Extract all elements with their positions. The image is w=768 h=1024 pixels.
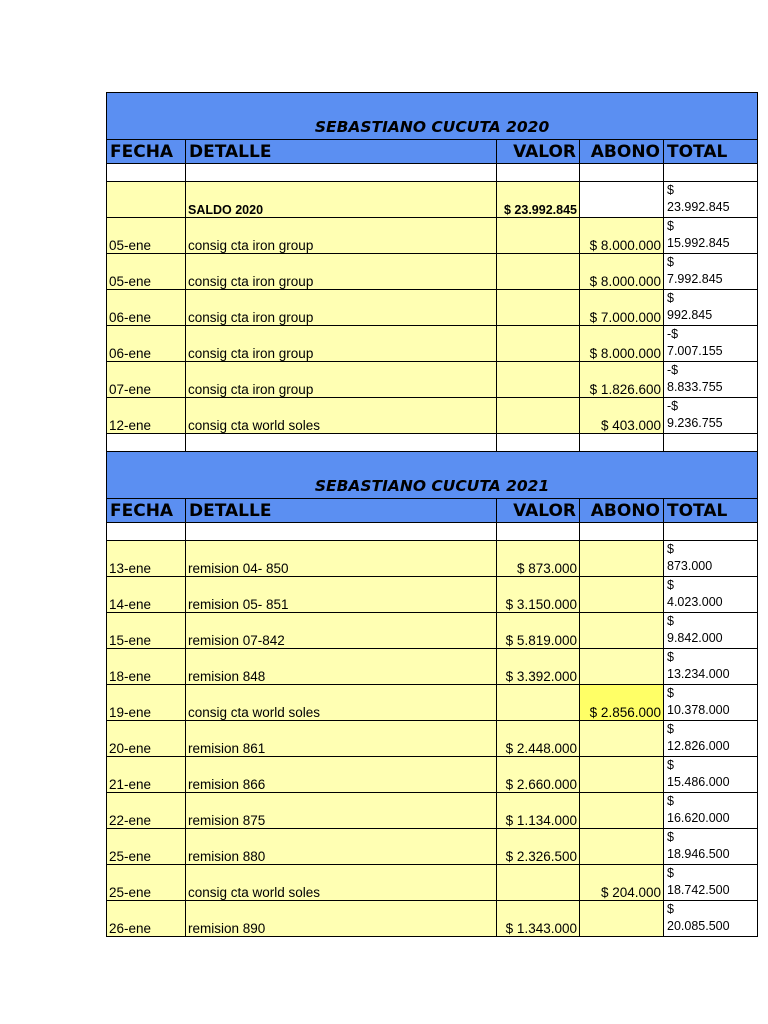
cell-detalle[interactable]: consig cta world soles bbox=[186, 685, 497, 721]
header-total[interactable]: TOTAL bbox=[664, 499, 758, 523]
empty-cell[interactable] bbox=[664, 434, 758, 452]
cell-valor[interactable] bbox=[497, 326, 580, 362]
cell-detalle[interactable]: consig cta iron group bbox=[186, 326, 497, 362]
header-detalle[interactable]: DETALLE bbox=[186, 499, 497, 523]
empty-cell[interactable] bbox=[107, 164, 186, 182]
cell-valor[interactable]: $ 23.992.845 bbox=[497, 182, 580, 218]
cell-valor[interactable] bbox=[497, 362, 580, 398]
table-row bbox=[107, 649, 758, 685]
cell-abono[interactable]: $ 8.000.000 bbox=[580, 326, 664, 362]
total-symbol: $ bbox=[667, 291, 674, 305]
total-value: 18.946.500 bbox=[667, 847, 730, 861]
total-value: 7.992.845 bbox=[667, 272, 723, 286]
total-value: 10.378.000 bbox=[667, 703, 730, 717]
cell-valor[interactable] bbox=[497, 290, 580, 326]
cell-abono-highlighted[interactable]: $ 2.856.000 bbox=[580, 685, 664, 721]
total-symbol: -$ bbox=[667, 363, 679, 377]
cell-total[interactable] bbox=[664, 577, 758, 613]
cell-valor[interactable]: $ 3.150.000 bbox=[497, 577, 580, 613]
table-row bbox=[107, 721, 758, 757]
table-row bbox=[107, 757, 758, 793]
cell-valor[interactable] bbox=[497, 254, 580, 290]
cell-abono[interactable]: $ 7.000.000 bbox=[580, 290, 664, 326]
cell-fecha[interactable] bbox=[107, 182, 186, 218]
cell-fecha[interactable]: 05-ene bbox=[107, 218, 186, 254]
total-value: 8.833.755 bbox=[667, 380, 723, 394]
cell-detalle[interactable]: remision 880 bbox=[186, 829, 497, 865]
cell-total[interactable] bbox=[664, 290, 758, 326]
cell-fecha[interactable]: 13-ene bbox=[107, 541, 186, 577]
cell-detalle[interactable]: consig cta world soles bbox=[186, 398, 497, 434]
spreadsheet bbox=[106, 92, 757, 937]
total-symbol: $ bbox=[667, 686, 674, 700]
total-symbol: $ bbox=[667, 650, 674, 664]
empty-cell[interactable] bbox=[580, 434, 664, 452]
cell-fecha[interactable]: 26-ene bbox=[107, 901, 186, 937]
empty-cell[interactable] bbox=[186, 434, 497, 452]
table-row bbox=[107, 577, 758, 613]
total-value: 18.742.500 bbox=[667, 883, 730, 897]
total-value: 15.486.000 bbox=[667, 775, 730, 789]
header-row-2021 bbox=[107, 499, 758, 523]
cell-valor[interactable] bbox=[497, 218, 580, 254]
cell-detalle[interactable]: remision 861 bbox=[186, 721, 497, 757]
cell-fecha[interactable]: 25-ene bbox=[107, 865, 186, 901]
section-title-row-2020 bbox=[107, 93, 758, 140]
cell-detalle[interactable]: remision 848 bbox=[186, 649, 497, 685]
section-title-row-2021 bbox=[107, 452, 758, 499]
empty-cell[interactable] bbox=[497, 164, 580, 182]
header-fecha[interactable]: FECHA bbox=[107, 499, 186, 523]
table-row bbox=[107, 829, 758, 865]
empty-cell[interactable] bbox=[664, 523, 758, 541]
blank-row bbox=[107, 523, 758, 541]
cell-abono[interactable] bbox=[580, 793, 664, 829]
cell-detalle[interactable]: consig cta iron group bbox=[186, 290, 497, 326]
table-row bbox=[107, 901, 758, 937]
total-symbol: $ bbox=[667, 183, 674, 197]
total-symbol: $ bbox=[667, 255, 674, 269]
empty-cell[interactable] bbox=[580, 523, 664, 541]
empty-cell[interactable] bbox=[580, 164, 664, 182]
cell-total[interactable] bbox=[664, 829, 758, 865]
total-symbol: $ bbox=[667, 578, 674, 592]
header-abono[interactable]: ABONO bbox=[580, 499, 664, 523]
cell-fecha[interactable]: 12-ene bbox=[107, 398, 186, 434]
cell-total[interactable] bbox=[664, 901, 758, 937]
cell-total[interactable] bbox=[664, 182, 758, 218]
table-row bbox=[107, 218, 758, 254]
cell-valor[interactable] bbox=[497, 865, 580, 901]
cell-detalle[interactable]: remision 05- 851 bbox=[186, 577, 497, 613]
total-value: 992.845 bbox=[667, 308, 713, 322]
cell-fecha[interactable]: 22-ene bbox=[107, 793, 186, 829]
cell-valor[interactable]: $ 2.448.000 bbox=[497, 721, 580, 757]
cell-fecha[interactable]: 06-ene bbox=[107, 326, 186, 362]
cell-detalle[interactable]: remision 890 bbox=[186, 901, 497, 937]
cell-abono[interactable]: $ 403.000 bbox=[580, 398, 664, 434]
cell-abono[interactable] bbox=[580, 541, 664, 577]
cell-detalle[interactable]: SALDO 2020 bbox=[186, 182, 497, 218]
cell-fecha[interactable]: 21-ene bbox=[107, 757, 186, 793]
cell-fecha[interactable]: 14-ene bbox=[107, 577, 186, 613]
cell-fecha[interactable]: 20-ene bbox=[107, 721, 186, 757]
cell-abono[interactable]: $ 204.000 bbox=[580, 865, 664, 901]
cell-valor[interactable]: $ 2.326.500 bbox=[497, 829, 580, 865]
table-row bbox=[107, 326, 758, 362]
cell-abono[interactable] bbox=[580, 901, 664, 937]
cell-valor[interactable]: $ 2.660.000 bbox=[497, 757, 580, 793]
total-symbol: $ bbox=[667, 219, 674, 233]
total-symbol: -$ bbox=[667, 327, 679, 341]
cell-detalle[interactable]: remision 07-842 bbox=[186, 613, 497, 649]
cell-fecha[interactable]: 07-ene bbox=[107, 362, 186, 398]
cell-total[interactable] bbox=[664, 649, 758, 685]
cell-detalle[interactable]: remision 866 bbox=[186, 757, 497, 793]
table-row bbox=[107, 254, 758, 290]
cell-valor[interactable] bbox=[497, 398, 580, 434]
empty-cell[interactable] bbox=[107, 434, 186, 452]
empty-cell[interactable] bbox=[497, 434, 580, 452]
total-symbol: $ bbox=[667, 614, 674, 628]
cell-valor[interactable]: $ 5.819.000 bbox=[497, 613, 580, 649]
cell-valor[interactable]: $ 1.134.000 bbox=[497, 793, 580, 829]
cell-total[interactable] bbox=[664, 362, 758, 398]
table-row bbox=[107, 685, 758, 721]
table-row bbox=[107, 182, 758, 218]
total-symbol: $ bbox=[667, 758, 674, 772]
total-value: 873.000 bbox=[667, 559, 713, 573]
total-symbol: $ bbox=[667, 866, 674, 880]
blank-row bbox=[107, 164, 758, 182]
total-value: 20.085.500 bbox=[667, 919, 730, 933]
cell-valor[interactable]: $ 1.343.000 bbox=[497, 901, 580, 937]
table-row bbox=[107, 541, 758, 577]
total-value: 12.826.000 bbox=[667, 739, 730, 753]
cell-detalle[interactable]: consig cta world soles bbox=[186, 865, 497, 901]
cell-fecha[interactable]: 18-ene bbox=[107, 649, 186, 685]
total-symbol: $ bbox=[667, 794, 674, 808]
cell-valor[interactable]: $ 3.392.000 bbox=[497, 649, 580, 685]
cell-fecha[interactable]: 19-ene bbox=[107, 685, 186, 721]
total-value: 16.620.000 bbox=[667, 811, 730, 825]
cell-total[interactable] bbox=[664, 541, 758, 577]
cell-detalle[interactable]: consig cta iron group bbox=[186, 362, 497, 398]
cell-total[interactable] bbox=[664, 613, 758, 649]
total-symbol: $ bbox=[667, 830, 674, 844]
header-valor[interactable]: VALOR bbox=[497, 499, 580, 523]
cell-total[interactable] bbox=[664, 865, 758, 901]
blank-row bbox=[107, 434, 758, 452]
cell-abono[interactable] bbox=[580, 721, 664, 757]
cell-total[interactable] bbox=[664, 685, 758, 721]
cell-abono[interactable] bbox=[580, 829, 664, 865]
total-symbol: -$ bbox=[667, 399, 679, 413]
total-value: 9.842.000 bbox=[667, 631, 723, 645]
total-value: 9.236.755 bbox=[667, 416, 723, 430]
cell-fecha[interactable]: 15-ene bbox=[107, 613, 186, 649]
cell-valor[interactable] bbox=[497, 685, 580, 721]
cell-total[interactable] bbox=[664, 398, 758, 434]
cell-total[interactable] bbox=[664, 218, 758, 254]
table-row bbox=[107, 362, 758, 398]
cell-fecha[interactable]: 06-ene bbox=[107, 290, 186, 326]
cell-total[interactable] bbox=[664, 326, 758, 362]
empty-cell[interactable] bbox=[497, 523, 580, 541]
total-value: 23.992.845 bbox=[667, 200, 730, 214]
cell-abono[interactable]: $ 8.000.000 bbox=[580, 218, 664, 254]
cell-abono[interactable] bbox=[580, 577, 664, 613]
total-symbol: $ bbox=[667, 902, 674, 916]
header-fecha[interactable]: FECHA bbox=[107, 140, 186, 164]
header-valor[interactable]: VALOR bbox=[497, 140, 580, 164]
cell-abono[interactable] bbox=[580, 649, 664, 685]
table-row bbox=[107, 865, 758, 901]
cell-fecha[interactable]: 05-ene bbox=[107, 254, 186, 290]
header-total[interactable]: TOTAL bbox=[664, 140, 758, 164]
cell-total[interactable] bbox=[664, 793, 758, 829]
cell-abono[interactable] bbox=[580, 757, 664, 793]
header-detalle[interactable]: DETALLE bbox=[186, 140, 497, 164]
total-value: 4.023.000 bbox=[667, 595, 723, 609]
total-value: 7.007.155 bbox=[667, 344, 723, 358]
total-symbol: $ bbox=[667, 722, 674, 736]
ledger-table bbox=[106, 92, 758, 937]
cell-total[interactable] bbox=[664, 757, 758, 793]
table-row bbox=[107, 613, 758, 649]
empty-cell[interactable] bbox=[186, 523, 497, 541]
table-row bbox=[107, 793, 758, 829]
header-abono[interactable]: ABONO bbox=[580, 140, 664, 164]
section-title-2021[interactable]: SEBASTIANO CUCUTA 2021 bbox=[107, 452, 758, 499]
empty-cell[interactable] bbox=[186, 164, 497, 182]
section-title-2020[interactable]: SEBASTIANO CUCUTA 2020 bbox=[107, 93, 758, 140]
total-symbol: $ bbox=[667, 542, 674, 556]
cell-abono[interactable]: $ 8.000.000 bbox=[580, 254, 664, 290]
table-row bbox=[107, 290, 758, 326]
total-value: 13.234.000 bbox=[667, 667, 730, 681]
cell-detalle[interactable]: consig cta iron group bbox=[186, 254, 497, 290]
cell-abono[interactable] bbox=[580, 182, 664, 218]
cell-detalle[interactable]: consig cta iron group bbox=[186, 218, 497, 254]
cell-valor[interactable]: $ 873.000 bbox=[497, 541, 580, 577]
cell-fecha[interactable]: 25-ene bbox=[107, 829, 186, 865]
cell-abono[interactable]: $ 1.826.600 bbox=[580, 362, 664, 398]
total-value: 15.992.845 bbox=[667, 236, 730, 250]
empty-cell[interactable] bbox=[664, 164, 758, 182]
cell-detalle[interactable]: remision 04- 850 bbox=[186, 541, 497, 577]
cell-total[interactable] bbox=[664, 721, 758, 757]
empty-cell[interactable] bbox=[107, 523, 186, 541]
cell-detalle[interactable]: remision 875 bbox=[186, 793, 497, 829]
table-row bbox=[107, 398, 758, 434]
cell-total[interactable] bbox=[664, 254, 758, 290]
header-row-2020 bbox=[107, 140, 758, 164]
cell-abono[interactable] bbox=[580, 613, 664, 649]
